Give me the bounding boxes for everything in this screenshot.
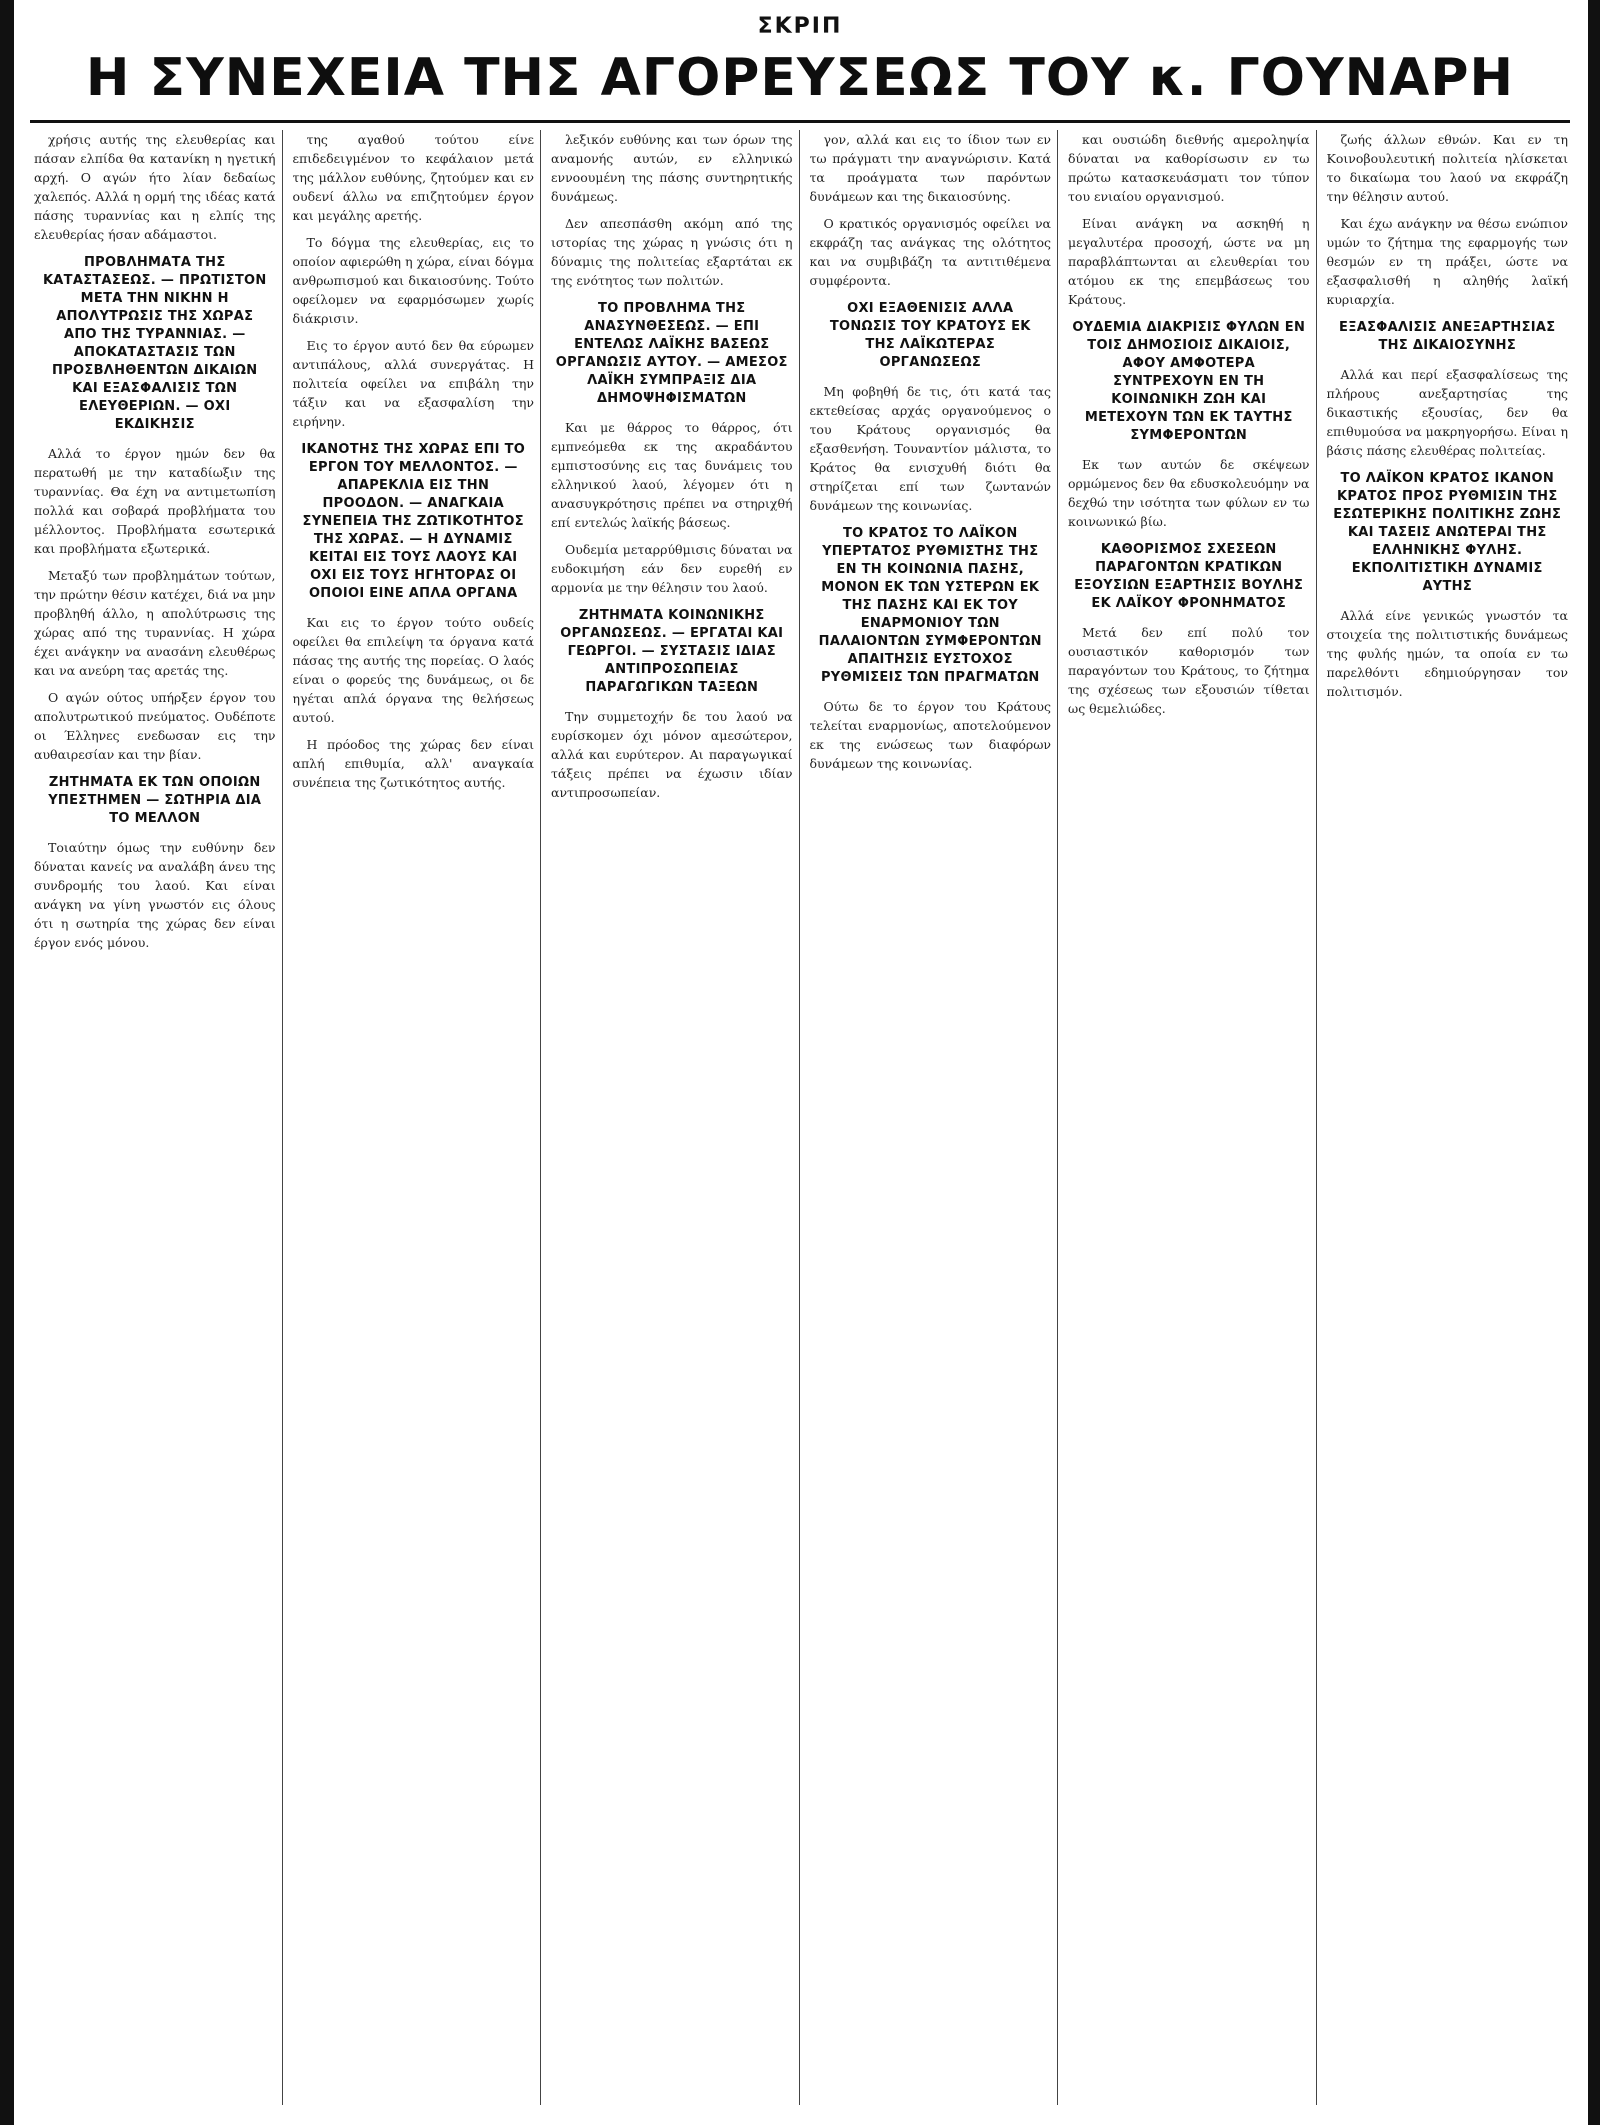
body-paragraph: Το δόγμα της ελευθερίας, εις το οποίον αφιερώθη η χώρα, είναι δόγμα ανθρωπισμού και δικαιοσύνης. Τούτο οφείλομεν να εφαρμόσωμεν χωρίς διάκρισιν.: [292, 235, 534, 326]
page-headline: Η ΣΥΝΕΧΕΙΑ ΤΗΣ ΑΓΟΡΕΥΣΕΩΣ ΤΟΥ κ. ΓΟΥΝΑΡΗ: [85, 48, 1515, 108]
section-subheading: ΠΡΟΒΛΗΜΑΤΑ ΤΗΣ ΚΑΤΑΣΤΑΣΕΩΣ. — ΠΡΩΤΙΣΤΟΝ ΜΕΤΑ ΤΗΝ ΝΙΚΗΝ Η ΑΠΟΛΥΤΡΩΣΙΣ ΤΗΣ ΧΩΡΑΣ ΑΠΟ ΤΗΣ ΤΥΡΑΝΝΙΑΣ. — ΑΠΟΚΑΤΑΣΤΑΣΙΣ ΤΩΝ ΠΡΟΣΒΛΗΘΕΝΤΩΝ ΔΙΚΑΙΩΝ ΚΑΙ ΕΞΑΣΦΑΛΙΣΙΣ ΤΩΝ ΕΛΕΥΘΕΡΙΩΝ. — ΟΧΙ ΕΚΔΙΚΗΣΙΣ: [42, 255, 267, 432]
body-paragraph: Αλλά και περί εξασφαλίσεως της πλήρους ανεξαρτησίας της δικαστικής εξουσίας, δεν θα επιθυμούσα να μακρηγορήσω. Είναι η βάσις πάσης ελευθέρας πολιτείας.: [1326, 367, 1568, 458]
body-paragraph: της αγαθού τούτου είνε επιδεδειγμένον το κεφάλαιον μετά της μάλλον ευθύνης, ζητούμεν και εν ουδενί άλλω να επιζητούμεν έργον και μεγάλης αρετής.: [292, 132, 534, 223]
body-paragraph: Εις το έργον αυτό δεν θα εύρωμεν αντιπάλους, αλλά συνεργάτας. Η πολιτεία οφείλει να επιβάλη την τάξιν και να εξασφαλίση την ειρήνην.: [292, 338, 534, 429]
section-subheading: ΤΟ ΠΡΟΒΛΗΜΑ ΤΗΣ ΑΝΑΣΥΝΘΕΣΕΩΣ. — ΕΠΙ ΕΝΤΕΛΩΣ ΛΑΪΚΗΣ ΒΑΣΕΩΣ ΟΡΓΑΝΩΣΙΣ ΑΥΤΟΥ. — ΑΜΕΣΟΣ ΛΑΪΚΗ ΣΥΜΠΡΑΞΙΣ ΔΙΑ ΔΗΜΟΨΗΦΙΣΜΑΤΩΝ: [555, 301, 788, 406]
scan-edge-right: [1588, 0, 1600, 2125]
headline-rule: [30, 120, 1570, 123]
body-paragraph: Δεν απεσπάσθη ακόμη από της ιστορίας της χώρας η γνώσις ότι η δύναμις της πολιτείας εξαρτάται εκ της ενότητος των πολιτών.: [551, 216, 793, 288]
article-column-5: [1068, 130, 1317, 2105]
body-paragraph: και ουσιώδη διεθνής αμεροληψία δύναται να καθορίσωσιν εν τω πρώτω κατασκευάσματι τον τύπον του ενιαίου οργανισμού.: [1068, 132, 1310, 204]
body-paragraph: ζωής άλλων εθνών. Και εν τη Κοινοβουλευτική πολιτεία ηλίσκεται το δικαίωμα του λαού να εκφράζη την θέλησιν αυτού.: [1326, 132, 1568, 204]
article-column-1: [34, 130, 283, 2105]
section-subheading: ΕΞΑΣΦΑΛΙΣΙΣ ΑΝΕΞΑΡΤΗΣΙΑΣ ΤΗΣ ΔΙΚΑΙΟΣΥΝΗΣ: [1339, 320, 1556, 353]
article-column-6: [1327, 130, 1575, 2105]
body-paragraph: Ο αγών ούτος υπήρξεν έργον του απολυτρωτικού πνεύματος. Ουδέποτε οι Έλληνες ενεδωσαν εις την αυθαιρεσίαν και την βίαν.: [34, 690, 276, 762]
article-column-4: [810, 130, 1059, 2105]
body-paragraph: Μη φοβηθή δε τις, ότι κατά τας εκτεθείσας αρχάς οργανούμενος ο του Κράτους οργανισμός θα εξασθενήση. Τουναντίον μάλιστα, το Κράτος θα ενισχυθή διότι θα στηρίζεται επί των ζωντανών δυνάμεων της κοινωνίας.: [809, 384, 1051, 513]
body-paragraph: Εκ των αυτών δε σκέψεων ορμώμενος δεν θα εδυσκολευόμην να δεχθώ την ισότητα των φύλων εν τω κοινωνικώ βίω.: [1068, 457, 1310, 529]
article-column-2: [293, 130, 542, 2105]
body-paragraph: Και εις το έργον τούτο ουδείς οφείλει θα επιλείψη τα όργανα κατά πάσας της αυτής της πορείας. Ο λαός είναι ο φορεύς της δυνάμεως, οι δε ηγέται απλά όργανα της θελήσεως αυτού.: [292, 615, 534, 725]
body-paragraph: Αλλά είνε γενικώς γνωστόν τα στοιχεία της πολιτιστικής δυνάμεως της φυλής ημών, τα οποία εν τω παρελθόντι εδημιούργησαν τον πολιτισμόν.: [1326, 608, 1568, 699]
article-column-3: [551, 130, 800, 2105]
body-paragraph: γον, αλλά και εις το ίδιον των εν τω πράγματι την αναγνώρισιν. Κατά τα προάγματα των παρόντων δυνάμεων και της δικαιοσύνης.: [809, 132, 1051, 204]
section-subheading: ΤΟ ΛΑΪΚΟΝ ΚΡΑΤΟΣ ΙΚΑΝΟΝ ΚΡΑΤΟΣ ΠΡΟΣ ΡΥΘΜΙΣΙΝ ΤΗΣ ΕΣΩΤΕΡΙΚΗΣ ΠΟΛΙΤΙΚΗΣ ΖΩΗΣ ΚΑΙ ΤΑΣΕΙΣ ΑΝΩΤΕΡΑΙ ΤΗΣ ΕΛΛΗΝΙΚΗΣ ΦΥΛΗΣ. ΕΚΠΟΛΙΤΙΣΤΙΚΗ ΔΥΝΑΜΙΣ ΑΥΤΗΣ: [1333, 471, 1562, 594]
section-subheading: ΚΑΘΟΡΙΣΜΟΣ ΣΧΕΣΕΩΝ ΠΑΡΑΓΟΝΤΩΝ ΚΡΑΤΙΚΩΝ ΕΞΟΥΣΙΩΝ ΕΞΑΡΤΗΣΙΣ ΒΟΥΛΗΣ ΕΚ ΛΑΪΚΟΥ ΦΡΟΝΗΜΑΤΟΣ: [1074, 542, 1304, 611]
section-subheading: ΙΚΑΝΟΤΗΣ ΤΗΣ ΧΩΡΑΣ ΕΠΙ ΤΟ ΕΡΓΟΝ ΤΟΥ ΜΕΛΛΟΝΤΟΣ. — ΑΠΑΡΕΚΛΙΑ ΕΙΣ ΤΗΝ ΠΡΟΟΔΟΝ. — ΑΝΑΓΚΑΙΑ ΣΥΝΕΠΕΙΑ ΤΗΣ ΖΩΤΙΚΟΤΗΤΟΣ ΤΗΣ ΧΩΡΑΣ. — Η ΔΥΝΑΜΙΣ ΚΕΙΤΑΙ ΕΙΣ ΤΟΥΣ ΛΑΟΥΣ ΚΑΙ ΟΧΙ ΕΙΣ ΤΟΥΣ ΗΓΗΤΟΡΑΣ ΟΙ ΟΠΟΙΟΙ ΕΙΝΕ ΑΠΛΑ ΟΡΓΑΝΑ: [301, 442, 526, 601]
body-paragraph: Ούτω δε το έργον του Κράτους τελείται εναρμονίως, αποτελούμενον εκ της ενώσεως των διαφόρων δυνάμεων της κοινωνίας.: [809, 699, 1051, 771]
article-columns: [34, 130, 1574, 2105]
masthead-label: ΣΚΡΙΠ: [757, 14, 843, 39]
section-subheading: ΤΟ ΚΡΑΤΟΣ ΤΟ ΛΑΪΚΟΝ ΥΠΕΡΤΑΤΟΣ ΡΥΘΜΙΣΤΗΣ ΤΗΣ ΕΝ ΤΗ ΚΟΙΝΩΝΙΑ ΠΑΣΗΣ, ΜΟΝΟΝ ΕΚ ΤΩΝ ΥΣΤΕΡΩΝ ΕΚ ΤΗΣ ΠΑΣΗΣ ΚΑΙ ΕΚ ΤΟΥ ΕΝΑΡΜΟΝΙΟΥ ΤΩΝ ΠΑΛΑΙΟΝΤΩΝ ΣΥΜΦΕΡΟΝΤΩΝ ΑΠΑΙΤΗΣΙΣ ΕΥΣΤΟΧΟΣ ΡΥΘΜΙΣΕΙΣ ΤΩΝ ΠΡΑΓΜΑΤΩΝ: [818, 526, 1042, 685]
body-paragraph: Την συμμετοχήν δε του λαού να ευρίσκομεν όχι μόνον αμεσώτερον, αλλά και ευρύτερον. Αι παραγωγικαί τάξεις πρέπει να έχωσιν ιδίαν αντιπροσωπείαν.: [551, 709, 793, 800]
body-paragraph: Ο κρατικός οργανισμός οφείλει να εκφράζη τας ανάγκας της ολότητος και να συμβιβάζη τα αντιτιθέμενα συμφέροντα.: [809, 216, 1051, 288]
body-paragraph: Ουδεμία μεταρρύθμισις δύναται να ευδοκιμήση εάν δεν ευρεθή εν αρμονία με την θέλησιν του λαού.: [551, 542, 793, 595]
body-paragraph: Και έχω ανάγκην να θέσω ενώπιον υμών το ζήτημα της εφαρμογής των θεσμών εν τη πράξει, ώστε να εξασφαλισθή η αληθής λαϊκή κυριαρχία.: [1326, 216, 1568, 307]
body-paragraph: λεξικόν ευθύνης και των όρων της αναμονής αυτών, εν ελληνικώ εννοουμένη της πάσης συντηρητικής δυνάμεως.: [551, 132, 793, 204]
body-paragraph: Η πρόοδος της χώρας δεν είναι απλή επιθυμία, αλλ' αναγκαία συνέπεια της ζωτικότητος αυτής.: [292, 737, 534, 790]
section-subheading: ΟΧΙ ΕΞΑΘΕΝΙΣΙΣ ΑΛΛΑ ΤΟΝΩΣΙΣ ΤΟΥ ΚΡΑΤΟΥΣ ΕΚ ΤΗΣ ΛΑΪΚΩΤΕΡΑΣ ΟΡΓΑΝΩΣΕΩΣ: [829, 301, 1031, 370]
scan-edge-left: [0, 0, 14, 2125]
section-subheading: ΖΗΤΗΜΑΤΑ ΕΚ ΤΩΝ ΟΠΟΙΩΝ ΥΠΕΣΤΗΜΕΝ — ΣΩΤΗΡΙΑ ΔΙΑ ΤΟ ΜΕΛΛΟΝ: [48, 775, 262, 826]
body-paragraph: Τοιαύτην όμως την ευθύνην δεν δύναται κανείς να αναλάβη άνευ της συνδρομής του λαού. Και είναι ανάγκη να γίνη γνωστόν εις όλους ότι η σωτηρία της χώρας δεν είναι έργον ενός μόνου.: [34, 840, 276, 950]
section-subheading: ΖΗΤΗΜΑΤΑ ΚΟΙΝΩΝΙΚΗΣ ΟΡΓΑΝΩΣΕΩΣ. — ΕΡΓΑΤΑΙ ΚΑΙ ΓΕΩΡΓΟΙ. — ΣΥΣΤΑΣΙΣ ΙΔΙΑΣ ΑΝΤΙΠΡΟΣΩΠΕΙΑΣ ΠΑΡΑΓΩΓΙΚΩΝ ΤΑΞΕΩΝ: [560, 608, 784, 695]
body-paragraph: Αλλά το έργον ημών δεν θα περατωθή με την καταδίωξιν της τυραννίας. Θα έχη να αντιμετωπίση πολλά και σοβαρά προβλήματα του μέλλοντος. Προβλήματα εσωτερικά και προβλήματα εξωτερικά.: [34, 446, 276, 556]
body-paragraph: Είναι ανάγκη να ασκηθή η μεγαλυτέρα προσοχή, ώστε να μη παραβλάπτωνται αι ελευθερίαι του ατόμου εκ της επεμβάσεως του Κράτους.: [1068, 216, 1310, 307]
body-paragraph: χρήσις αυτής της ελευθερίας και πάσαν ελπίδα θα κατανίκη η ηγετική αρχή. Ο αγών ήτο λίαν δεδαίως χαλεπός. Αλλά η ορμή της ιδέας κατά πάσης τυραννίας και η ελπίς της ελευθερίας ήσαν αδάμαστοι.: [34, 132, 276, 242]
body-paragraph: Και με θάρρος το θάρρος, ότι εμπνεόμεθα εκ της ακραδάντου εμπιστοσύνης εις τας δυνάμεις του ελληνικού λαού, λέγομεν ότι η ανασυγκρότησις πρέπει να στηριχθή επί εντελώς λαϊκής βάσεως.: [551, 420, 793, 530]
body-paragraph: Μετά δεν επί πολύ τον ουσιαστικόν καθορισμόν των παραγόντων του Κράτους, το ζήτημα της σχέσεως των εξουσιών τίθεται ως θεμελιώδες.: [1068, 625, 1310, 716]
body-paragraph: Μεταξύ των προβλημάτων τούτων, την πρώτην θέσιν κατέχει, διά να μην προβληθή άλλο, η απολύτρωσις της χώρας από της τυραννίας. Η χώρα έχει ανάγκην να ανασάνη ελευθέρως και να ανεύρη τας αρετάς της.: [34, 568, 276, 678]
section-subheading: ΟΥΔΕΜΙΑ ΔΙΑΚΡΙΣΙΣ ΦΥΛΩΝ ΕΝ ΤΟΙΣ ΔΗΜΟΣΙΟΙΣ ΔΙΚΑΙΟΙΣ, ΑΦΟΥ ΑΜΦΟΤΕΡΑ ΣΥΝΤΡΕΧΟΥΝ ΕΝ ΤΗ ΚΟΙΝΩΝΙΚΗ ΖΩΗ ΚΑΙ ΜΕΤΕΧΟΥΝ ΤΩΝ ΕΚ ΤΑΥΤΗΣ ΣΥΜΦΕΡΟΝΤΩΝ: [1072, 320, 1306, 443]
